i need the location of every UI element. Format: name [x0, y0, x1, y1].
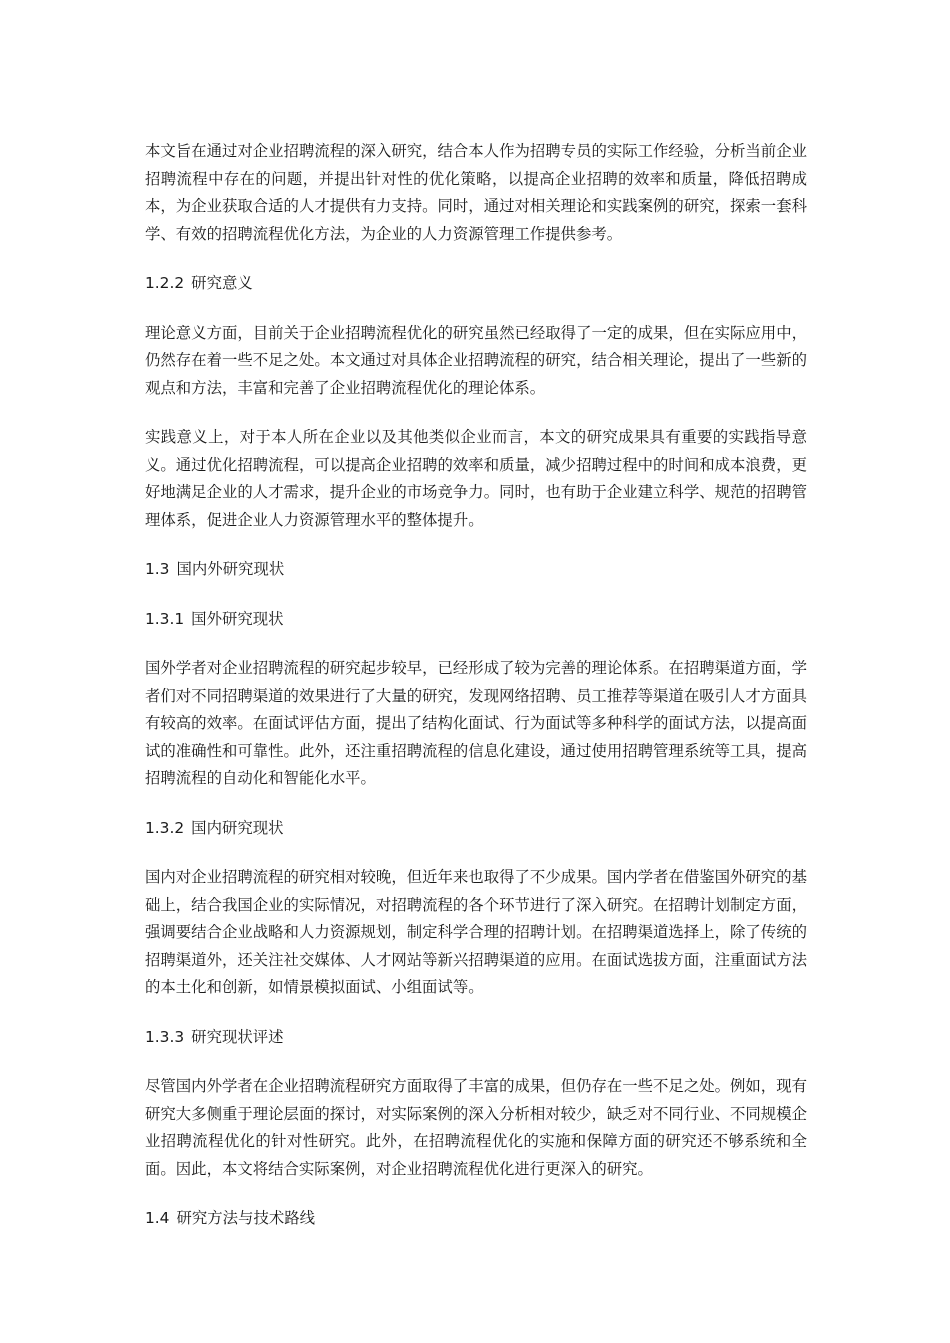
section-heading-1-4: [145, 1205, 807, 1233]
paragraph-research-purpose: 本文旨在通过对企业招聘流程的深入研究，结合本人作为招聘专员的实际工作经验，分析当前企业招聘流程中存在的问题，并提出针对性的优化策略，以提高企业招聘的效率和质量，降低招聘成本，为企业获取合适的人才提供有力支持。同时，通过对相关理论和实践案例的研究，探索一套科学、有效的招聘流程优化方法，为企业的人力资源管理工作提供参考。: [145, 142, 807, 243]
section-number: 1.2.2: [145, 274, 185, 292]
paragraph-foreign-research: 国外学者对企业招聘流程的研究起步较早，已经形成了较为完善的理论体系。在招聘渠道方面，学者们对不同招聘渠道的效果进行了大量的研究，发现网络招聘、员工推荐等渠道在吸引人才方面具有较高的效率。在面试评估方面，提出了结构化面试、行为面试等多种科学的面试方法，以提高面试的准确性和可靠性。此外，还注重招聘流程的信息化建设，通过使用招聘管理系统等工具，提高招聘流程的自动化和智能化水平。: [145, 659, 807, 787]
section-number: 1.3.3: [145, 1027, 185, 1046]
section-title: 国内外研究现状: [176, 560, 285, 578]
paragraph-research-review: 尽管国内外学者在企业招聘流程研究方面取得了丰富的成果，但仍存在一些不足之处。例如，现有研究大多侧重于理论层面的探讨，对实际案例的深入分析相对较少，缺乏对不同行业、不同规模企业招聘流程优化的针对性研究。此外，在招聘流程优化的实施和保障方面的研究还不够系统和全面。因此，本文将结合实际案例，对企业招聘流程优化进行更深入的研究。: [145, 1077, 807, 1178]
section-heading-1-3-2: [145, 815, 807, 843]
section-title: 国外研究现状: [191, 609, 284, 628]
section-number: 1.3.2: [145, 818, 185, 837]
paragraph-practical-significance: 实践意义上，对于本人所在企业以及其他类似企业而言，本文的研究成果具有重要的实践指导意义。通过优化招聘流程，可以提高企业招聘的效率和质量，减少招聘过程中的时间和成本浪费，更好地满足企业的人才需求，提升企业的市场竞争力。同时，也有助于企业建立科学、规范的招聘管理体系，促进企业人力资源管理水平的整体提升。: [145, 428, 807, 529]
section-title: 研究意义: [191, 274, 253, 292]
section-heading-1-3-3: [145, 1024, 807, 1052]
section-title: 研究现状评述: [191, 1027, 284, 1046]
section-heading-1-3: [145, 556, 807, 584]
section-number: 1.3: [145, 560, 170, 578]
paragraph-theoretical-significance: 理论意义方面，目前关于企业招聘流程优化的研究虽然已经取得了一定的成果，但在实际应用中，仍然存在着一些不足之处。本文通过对具体企业招聘流程的研究，结合相关理论，提出了一些新的观点和方法，丰富和完善了企业招聘流程优化的理论体系。: [145, 323, 807, 397]
section-number: 1.4: [145, 1209, 170, 1227]
section-title: 国内研究现状: [191, 818, 284, 837]
document-page: [145, 138, 807, 1255]
section-heading-1-2-2: [145, 270, 807, 298]
section-number: 1.3.1: [145, 609, 185, 628]
section-heading-1-3-1: [145, 606, 807, 634]
paragraph-domestic-research: 国内对企业招聘流程的研究相对较晚，但近年来也取得了不少成果。国内学者在借鉴国外研究的基础上，结合我国企业的实际情况，对招聘流程的各个环节进行了深入研究。在招聘计划制定方面，强调要结合企业战略和人力资源规划，制定科学合理的招聘计划。在招聘渠道选择上，除了传统的招聘渠道外，还关注社交媒体、人才网站等新兴招聘渠道的应用。在面试选拔方面，注重面试方法的本土化和创新，如情景模拟面试、小组面试等。: [145, 868, 807, 996]
section-title: 研究方法与技术路线: [176, 1209, 316, 1227]
